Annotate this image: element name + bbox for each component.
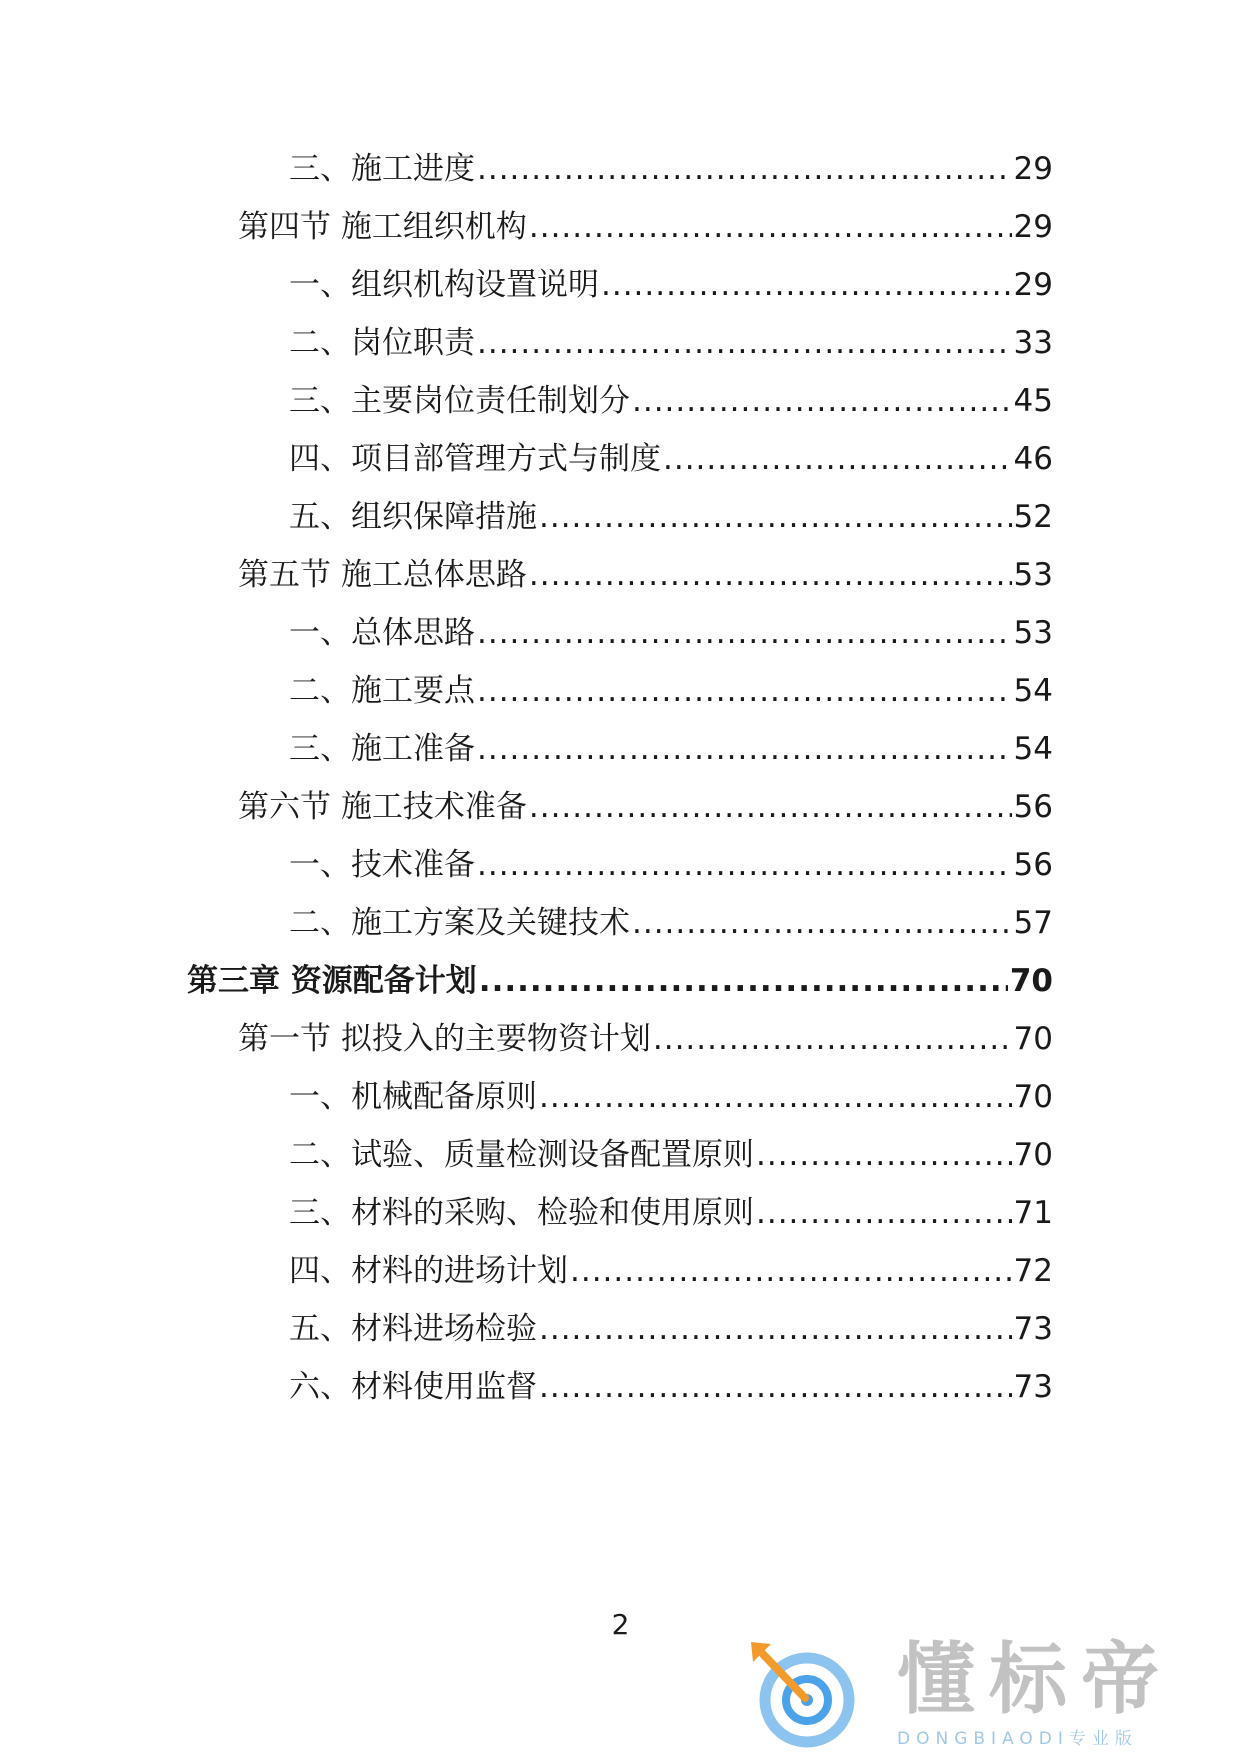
toc-entry[interactable] [289, 1362, 1053, 1412]
watermark-brand-name: 懂标帝 [897, 1635, 1174, 1725]
toc-entry-page: 70 [1013, 1079, 1053, 1115]
toc-entry-page: 73 [1013, 1369, 1053, 1405]
toc-entry-page: 45 [1013, 383, 1053, 419]
toc-entry[interactable] [289, 1072, 1053, 1122]
toc-entry-page: 53 [1013, 557, 1053, 593]
toc-entry-page: 72 [1013, 1253, 1053, 1289]
toc-entry[interactable] [289, 492, 1053, 542]
toc-entry[interactable] [289, 608, 1053, 658]
toc-entry[interactable] [289, 318, 1053, 368]
toc-entry-page: 54 [1013, 731, 1053, 767]
toc-entry-title: 五、组织保障措施 [289, 499, 537, 535]
toc-entry-title: 四、项目部管理方式与制度 [289, 441, 661, 477]
toc-entry-title: 三、主要岗位责任制划分 [289, 383, 630, 419]
toc-leader-dots [477, 608, 1012, 658]
toc-leader-dots [529, 202, 1012, 252]
toc-entry[interactable] [289, 144, 1053, 194]
toc-entry-page: 73 [1013, 1311, 1053, 1347]
toc-leader-dots [529, 782, 1012, 832]
toc-entry-page: 70 [1013, 1021, 1053, 1057]
toc-leader-dots [756, 1130, 1012, 1180]
toc-entry-title: 第五节 施工总体思路 [238, 557, 527, 593]
toc-entry-page: 57 [1013, 905, 1053, 941]
toc-entry-page: 56 [1013, 789, 1053, 825]
toc-entry-title: 二、施工要点 [289, 673, 475, 709]
toc-entry-title: 六、材料使用监督 [289, 1369, 537, 1405]
toc-leader-dots [539, 1362, 1012, 1412]
toc-entry-page: 29 [1013, 209, 1053, 245]
toc-leader-dots [477, 666, 1012, 716]
toc-entry-page: 71 [1013, 1195, 1053, 1231]
toc-leader-dots [477, 840, 1012, 890]
toc-entry-title: 二、试验、质量检测设备配置原则 [289, 1137, 754, 1173]
toc-leader-dots [601, 260, 1012, 310]
toc-entry-page: 56 [1013, 847, 1053, 883]
toc-entry[interactable] [289, 376, 1053, 426]
toc-entry[interactable] [238, 1014, 1053, 1064]
toc-leader-dots [477, 144, 1012, 194]
toc-leader-dots [539, 1072, 1012, 1122]
toc-entry[interactable] [289, 1246, 1053, 1296]
toc-entry[interactable] [289, 898, 1053, 948]
toc-leader-dots [632, 898, 1012, 948]
toc-entry-title: 二、施工方案及关键技术 [289, 905, 630, 941]
toc-entry[interactable] [238, 550, 1053, 600]
toc-entry[interactable] [289, 1304, 1053, 1354]
toc-entry-title: 第六节 施工技术准备 [238, 789, 527, 825]
toc-entry-page: 70 [1009, 963, 1053, 999]
toc-entry[interactable] [238, 782, 1053, 832]
toc-leader-dots [570, 1246, 1012, 1296]
toc-entry-title: 一、组织机构设置说明 [289, 267, 599, 303]
toc-leader-dots [529, 550, 1012, 600]
toc-entry[interactable] [289, 666, 1053, 716]
toc-leader-dots [539, 492, 1012, 542]
watermark-logo [745, 1636, 1215, 1748]
toc-entry[interactable] [289, 1188, 1053, 1238]
toc-entry[interactable] [289, 434, 1053, 484]
toc-entry-page: 70 [1013, 1137, 1053, 1173]
toc-entry-page: 29 [1013, 267, 1053, 303]
toc-entry-page: 52 [1013, 499, 1053, 535]
toc-leader-dots [653, 1014, 1012, 1064]
toc-entry-title: 三、施工进度 [289, 151, 475, 187]
toc-entry-title: 五、材料进场检验 [289, 1311, 537, 1347]
toc-entry-title: 一、技术准备 [289, 847, 475, 883]
toc-entry-title: 三、材料的采购、检验和使用原则 [289, 1195, 754, 1231]
toc-entry-page: 46 [1013, 441, 1053, 477]
toc-entry-title: 二、岗位职责 [289, 325, 475, 361]
target-logo-icon [745, 1636, 865, 1748]
toc-entry-title: 一、机械配备原则 [289, 1079, 537, 1115]
toc-chapter-entry[interactable] [187, 956, 1053, 1006]
toc-entry[interactable] [289, 260, 1053, 310]
toc-entry-title: 第四节 施工组织机构 [238, 209, 527, 245]
toc-leader-dots [663, 434, 1012, 484]
toc-leader-dots [756, 1188, 1012, 1238]
toc-entry[interactable] [238, 202, 1053, 252]
toc-entry-title: 第三章 资源配备计划 [187, 963, 477, 999]
toc-entry-title: 四、材料的进场计划 [289, 1253, 568, 1289]
watermark-subtitle: DONGBIAODI专业版 [897, 1729, 1138, 1749]
toc-entry-title: 一、总体思路 [289, 615, 475, 651]
toc-entry-page: 54 [1013, 673, 1053, 709]
toc-entry[interactable] [289, 1130, 1053, 1180]
toc-entry-page: 53 [1013, 615, 1053, 651]
toc-entry-page: 29 [1013, 151, 1053, 187]
toc-leader-dots [479, 956, 1008, 1006]
toc-entry-page: 33 [1013, 325, 1053, 361]
toc-entry-title: 三、施工准备 [289, 731, 475, 767]
page-number: 2 [611, 1608, 630, 1641]
toc-leader-dots [632, 376, 1012, 426]
toc-entry[interactable] [289, 840, 1053, 890]
toc-leader-dots [539, 1304, 1012, 1354]
toc-entry-title: 第一节 拟投入的主要物资计划 [238, 1021, 651, 1057]
toc-leader-dots [477, 724, 1012, 774]
toc-leader-dots [477, 318, 1012, 368]
toc-entry[interactable] [289, 724, 1053, 774]
